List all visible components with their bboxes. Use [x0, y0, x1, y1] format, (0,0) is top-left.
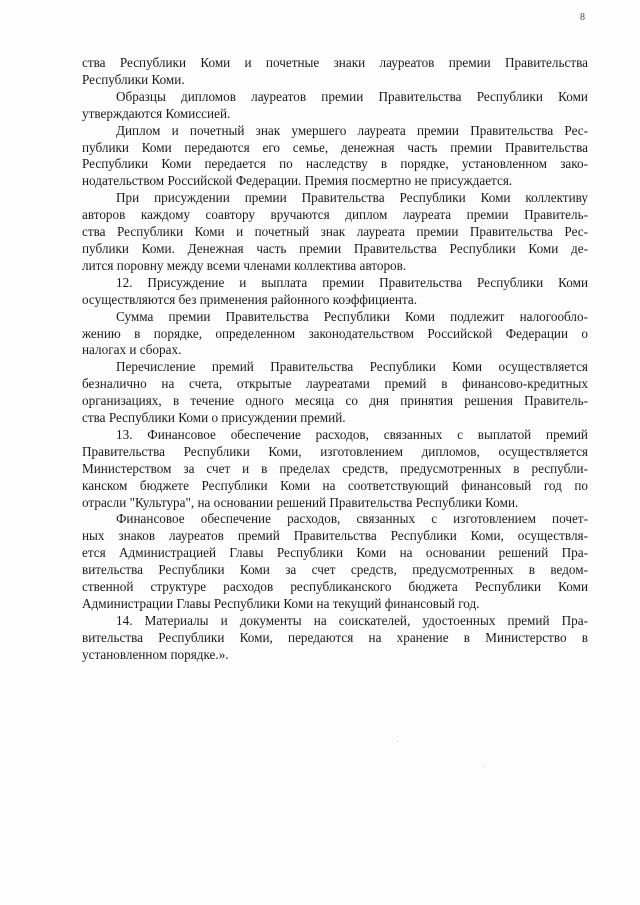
text-line: Республики Коми передается по наследству в порядке, установленном зако-: [82, 156, 588, 172]
text-line: Министерством за счет и в пределах средств, предусмотренных в республи-: [82, 460, 588, 476]
text-line: вительства Республики Коми, передаются на хранение в Министерство в: [82, 629, 588, 645]
page-number: 8: [580, 12, 585, 23]
text-line: организациях, в течение одного месяца со дня принятия решения Правитель-: [82, 393, 588, 409]
text-line: Правительства Республики Коми, изготовлением дипломов, осуществляется: [82, 443, 588, 459]
text-line: нодательством Российской Федерации. Премия посмертно не присуждается.: [82, 173, 513, 189]
scan-speck: [484, 766, 485, 767]
text-line: налогах и сборах.: [82, 342, 182, 358]
text-line: безналично на счета, открытые лауреатами премий в финансово-кредитных: [82, 376, 588, 392]
text-line: Перечисление премий Правительства Республики Коми осуществляется: [116, 359, 588, 375]
text-line: Администрации Главы Республики Коми на текущий финансовый год.: [82, 596, 480, 611]
scan-speck: [397, 741, 398, 742]
text-line: Республики Коми.: [82, 71, 185, 87]
text-line: авторов каждому соавтору вручаются диплом лауреата премии Правитель-: [82, 207, 588, 223]
text-line: ства Республики Коми о присуждении премий.: [82, 410, 346, 426]
text-line: канском бюджете Республики Коми на соответствующий финансовый год по: [82, 477, 588, 493]
text-line: установленном порядке.».: [82, 646, 229, 662]
text-line: Сумма премии Правительства Республики Коми подлежит налогообло-: [116, 308, 588, 324]
text-line: ства Республики Коми и почетные знаки лауреатов премии Правительства: [82, 55, 588, 70]
text-line: 14. Материалы и документы на соискателей, удостоенных премий Пра-: [116, 612, 588, 628]
text-line: осуществляются без применения районного коэффициента.: [82, 291, 418, 307]
text-line: Финансовое обеспечение расходов, связанных с изготовлением почет-: [116, 511, 588, 527]
text-line: Диплом и почетный знак умершего лауреата премии Правительства Рес-: [116, 122, 588, 138]
text-line: ственной структуре расходов республиканского бюджета Республики Коми: [82, 579, 588, 595]
text-line: отрасли "Культура", на основании решений Правительства Республики Коми.: [82, 494, 519, 510]
text-line: вительства Республики Коми за счет средств, предусмотренных в ведом-: [82, 562, 588, 578]
text-line: лится поровну между всеми членами коллектива авторов.: [82, 257, 407, 273]
text-line: При присуждении премии Правительства Республики Коми коллективу: [116, 190, 588, 206]
document-body: [82, 55, 588, 664]
text-line: ется Администрацией Главы Республики Коми на основании решений Пра-: [82, 545, 588, 561]
text-line: 12. Присуждение и выплата премии Правительства Республики Коми: [116, 274, 588, 290]
text-line: жению в порядке, определенном законодательством Российской Федерации о: [82, 325, 588, 341]
text-line: ства Республики Коми и почетный знак лауреата премии Правительства Рес-: [82, 224, 588, 240]
text-line: утверждаются Комиссией.: [82, 105, 231, 121]
text-line: ных знаков лауреатов премий Правительства Республики Коми, осуществля-: [82, 528, 588, 544]
text-line: публики Коми передаются его семье, денежная часть премии Правительства: [82, 139, 588, 155]
text-line: публики Коми. Денежная часть премии Правительства Республики Коми де-: [82, 240, 588, 256]
text-line: 13. Финансовое обеспечение расходов, связанных с выплатой премий: [116, 426, 588, 442]
text-line: Образцы дипломов лауреатов премии Правительства Республики Коми: [116, 88, 588, 104]
